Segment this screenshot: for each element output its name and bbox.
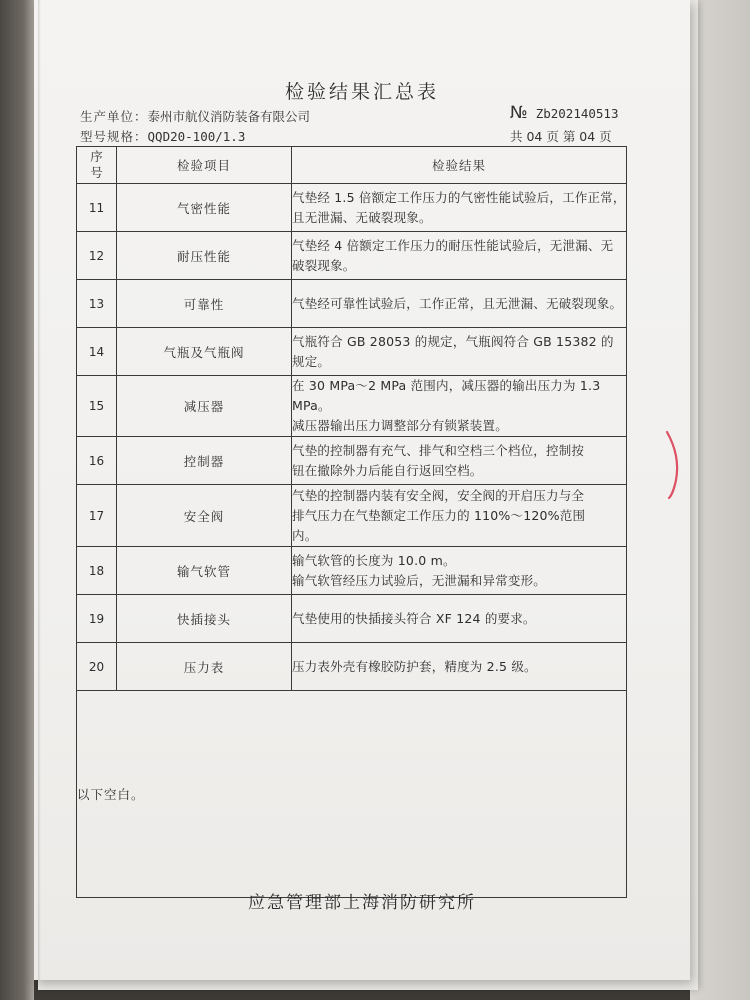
row-result: 气垫使用的快插接头符合 XF 124 的要求。 bbox=[292, 595, 627, 643]
manufacturer-value: 泰州市航仪消防装备有限公司 bbox=[147, 109, 311, 124]
row-result: 气垫经 1.5 倍额定工作压力的气密性能试验后，工作正常， 且无泄漏、无破裂现象。 bbox=[292, 184, 627, 232]
row-result: 气垫的控制器内装有安全阀，安全阀的开启压力与全 排气压力在气垫额定工作压力的 110%～120%范围 内。 bbox=[292, 485, 627, 547]
row-item: 安全阀 bbox=[117, 485, 292, 547]
page-title: 检验结果汇总表 bbox=[284, 81, 439, 103]
number-symbol: № bbox=[510, 103, 528, 123]
row-item: 耐压性能 bbox=[117, 232, 292, 280]
header-result: 检验结果 bbox=[292, 147, 627, 184]
row-item: 可靠性 bbox=[117, 280, 292, 328]
row-item: 快插接头 bbox=[117, 595, 292, 643]
row-no: 11 bbox=[77, 184, 117, 232]
header-no: 序 号 bbox=[77, 147, 117, 184]
red-ink-mark bbox=[664, 430, 682, 500]
table-row bbox=[77, 232, 627, 280]
report-number-value: Zb202140513 bbox=[535, 106, 619, 121]
table-row bbox=[77, 328, 627, 376]
row-item: 气瓶及气瓶阀 bbox=[117, 328, 292, 376]
row-result: 输气软管的长度为 10.0 m。 输气软管经压力试验后，无泄漏和异常变形。 bbox=[292, 547, 627, 595]
row-no: 18 bbox=[77, 547, 117, 595]
model-label: 型号规格： bbox=[80, 129, 148, 144]
remark-row bbox=[77, 691, 627, 898]
table-row bbox=[77, 643, 627, 691]
row-no: 13 bbox=[77, 280, 117, 328]
row-no: 16 bbox=[77, 437, 117, 485]
table-row bbox=[77, 595, 627, 643]
manufacturer-label: 生产单位： bbox=[80, 109, 148, 124]
desk-right-edge bbox=[690, 0, 750, 1000]
binding-edge bbox=[38, 0, 41, 980]
model-value: QQD20-100/1.3 bbox=[147, 129, 246, 144]
desk-left-edge bbox=[0, 0, 34, 1000]
header-item: 检验项目 bbox=[117, 147, 292, 184]
row-result: 气垫的控制器有充气、排气和空档三个档位，控制按 钮在撤除外力后能自行返回空档。 bbox=[292, 437, 627, 485]
row-no: 15 bbox=[77, 376, 117, 437]
row-item: 控制器 bbox=[117, 437, 292, 485]
issuing-organization: 应急管理部上海消防研究所 bbox=[248, 893, 476, 913]
row-result: 压力表外壳有橡胶防护套，精度为 2.5 级。 bbox=[292, 643, 627, 691]
row-item: 减压器 bbox=[117, 376, 292, 437]
table-row bbox=[77, 280, 627, 328]
pagination: 共 04 页 第 04 页 bbox=[510, 129, 612, 144]
model-line bbox=[80, 127, 245, 145]
row-result: 气垫经 4 倍额定工作压力的耐压性能试验后，无泄漏、无 破裂现象。 bbox=[292, 232, 627, 280]
table-row bbox=[77, 376, 627, 437]
table-row bbox=[77, 184, 627, 232]
row-no: 14 bbox=[77, 328, 117, 376]
table-header-row bbox=[77, 147, 627, 184]
table-row bbox=[77, 437, 627, 485]
row-item: 输气软管 bbox=[117, 547, 292, 595]
table-row bbox=[77, 485, 627, 547]
row-result: 气瓶符合 GB 28053 的规定，气瓶阀符合 GB 15382 的规定。 bbox=[292, 328, 627, 376]
manufacturer-line bbox=[80, 107, 310, 125]
row-item: 气密性能 bbox=[117, 184, 292, 232]
row-item: 压力表 bbox=[117, 643, 292, 691]
row-no: 17 bbox=[77, 485, 117, 547]
results-table bbox=[76, 146, 627, 898]
row-no: 12 bbox=[77, 232, 117, 280]
document-page bbox=[34, 0, 690, 980]
row-no: 20 bbox=[77, 643, 117, 691]
row-no: 19 bbox=[77, 595, 117, 643]
table-row bbox=[77, 547, 627, 595]
remark-text: 以下空白。 bbox=[77, 691, 627, 898]
row-result: 在 30 MPa～2 MPa 范围内，减压器的输出压力为 1.3 MPa。 减压器输出压力调整部分有锁紧装置。 bbox=[292, 376, 627, 437]
report-number bbox=[510, 103, 618, 123]
row-result: 气垫经可靠性试验后，工作正常，且无泄漏、无破裂现象。 bbox=[292, 280, 627, 328]
